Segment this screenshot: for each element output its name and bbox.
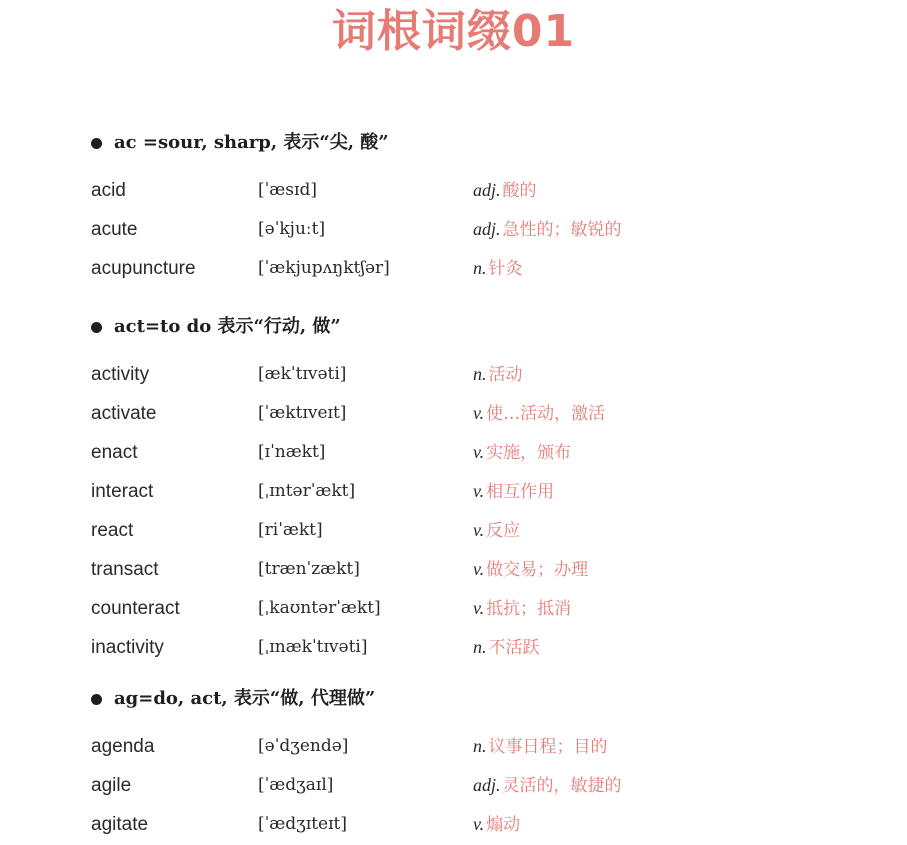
entry-meaning: 抵抗；抵消	[486, 599, 572, 619]
entry-meaning: 活动	[488, 365, 523, 385]
entry-meaning: 使…活动，激活	[486, 404, 606, 424]
entry-definition	[473, 472, 554, 512]
entry-phonetic: [trænˈzækt]	[258, 559, 360, 579]
entry-definition	[473, 394, 605, 434]
entry-definition	[473, 727, 608, 767]
vocab-entry	[0, 550, 907, 589]
entry-meaning: 急性的；敏锐的	[502, 220, 622, 240]
entry-part-of-speech: v.	[473, 403, 485, 423]
entry-phonetic: [ɪˈnækt]	[258, 442, 326, 462]
entry-part-of-speech: adj.	[473, 775, 501, 795]
vocab-entry	[0, 727, 907, 766]
entry-definition	[473, 210, 622, 250]
entry-definition	[473, 433, 571, 473]
root-heading	[0, 684, 907, 714]
entry-word: activity	[91, 364, 150, 385]
entry-part-of-speech: adj.	[473, 219, 501, 239]
entry-meaning: 不活跃	[488, 638, 540, 658]
entry-meaning: 灵活的，敏捷的	[502, 776, 622, 796]
entry-definition	[473, 511, 520, 551]
entry-meaning: 针灸	[488, 259, 523, 279]
entry-part-of-speech: n.	[473, 736, 487, 756]
entry-meaning: 实施，颁布	[486, 443, 572, 463]
word-root-section	[0, 312, 907, 667]
vocab-entry	[0, 766, 907, 805]
entry-word: agile	[91, 775, 132, 796]
entry-part-of-speech: n.	[473, 258, 487, 278]
entry-definition	[473, 249, 523, 289]
entry-definition	[473, 628, 540, 668]
entry-phonetic: [ˈækjupʌŋktʃər]	[258, 258, 390, 278]
bullet-icon	[91, 322, 102, 333]
entry-part-of-speech: v.	[473, 598, 485, 618]
entry-word: interact	[91, 481, 154, 502]
entry-word: agitate	[91, 814, 149, 835]
entry-definition	[473, 355, 523, 395]
entry-definition	[473, 805, 520, 845]
entry-list	[0, 727, 907, 844]
entry-word: acupuncture	[91, 258, 196, 279]
entry-definition	[473, 766, 622, 806]
entry-meaning: 做交易；办理	[486, 560, 589, 580]
entry-part-of-speech: v.	[473, 442, 485, 462]
entry-meaning: 相互作用	[486, 482, 555, 502]
vocab-entry	[0, 589, 907, 628]
entry-phonetic: [riˈækt]	[258, 520, 323, 540]
entry-part-of-speech: v.	[473, 814, 485, 834]
vocab-entry	[0, 355, 907, 394]
entry-phonetic: [ˈæsɪd]	[258, 180, 317, 200]
vocab-entry	[0, 628, 907, 667]
entry-word: inactivity	[91, 637, 164, 658]
root-title: ac =sour, sharp, 表示“尖, 酸”	[114, 132, 389, 153]
root-title: act=to do 表示“行动, 做”	[114, 316, 341, 337]
vocab-entry	[0, 171, 907, 210]
entry-list	[0, 355, 907, 667]
entry-definition	[473, 550, 588, 590]
vocab-entry	[0, 249, 907, 288]
entry-phonetic: [əˈdʒendə]	[258, 736, 349, 756]
entry-phonetic: [ˌɪnækˈtɪvəti]	[258, 637, 368, 657]
vocab-entry	[0, 433, 907, 472]
entry-phonetic: [əˈkjuːt]	[258, 219, 326, 239]
entry-meaning: 反应	[486, 521, 521, 541]
entry-part-of-speech: v.	[473, 520, 485, 540]
vocab-entry	[0, 805, 907, 844]
entry-part-of-speech: v.	[473, 481, 485, 501]
entry-phonetic: [ˈædʒɪteɪt]	[258, 814, 347, 834]
root-heading	[0, 128, 907, 158]
entry-word: acute	[91, 219, 138, 240]
entry-word: acid	[91, 180, 126, 201]
entry-phonetic: [ˈæktɪveɪt]	[258, 403, 347, 423]
entry-meaning: 酸的	[502, 181, 537, 201]
entry-part-of-speech: adj.	[473, 180, 501, 200]
entry-word: activate	[91, 403, 157, 424]
entry-meaning: 议事日程；目的	[488, 737, 608, 757]
entry-word: react	[91, 520, 134, 541]
root-title: ag=do, act, 表示“做, 代理做”	[114, 688, 376, 709]
entry-part-of-speech: n.	[473, 364, 487, 384]
entry-word: transact	[91, 559, 159, 580]
entry-list	[0, 171, 907, 288]
entry-phonetic: [ækˈtɪvəti]	[258, 364, 347, 384]
bullet-icon	[91, 138, 102, 149]
entry-word: counteract	[91, 598, 180, 619]
page-title: 词根词缀01	[331, 6, 576, 57]
entry-phonetic: [ˌɪntərˈækt]	[258, 481, 356, 501]
entry-part-of-speech: v.	[473, 559, 485, 579]
vocab-entry	[0, 210, 907, 249]
entry-meaning: 煽动	[486, 815, 521, 835]
entry-phonetic: [ˈædʒaɪl]	[258, 775, 334, 795]
vocab-entry	[0, 472, 907, 511]
entry-definition	[473, 171, 537, 211]
word-root-section	[0, 684, 907, 844]
root-heading	[0, 312, 907, 342]
entry-word: enact	[91, 442, 138, 463]
word-root-section	[0, 128, 907, 288]
vocab-entry	[0, 394, 907, 433]
entry-part-of-speech: n.	[473, 637, 487, 657]
entry-phonetic: [ˌkaʊntərˈækt]	[258, 598, 381, 618]
entry-definition	[473, 589, 571, 629]
vocab-entry	[0, 511, 907, 550]
entry-word: agenda	[91, 736, 155, 757]
bullet-icon	[91, 694, 102, 705]
